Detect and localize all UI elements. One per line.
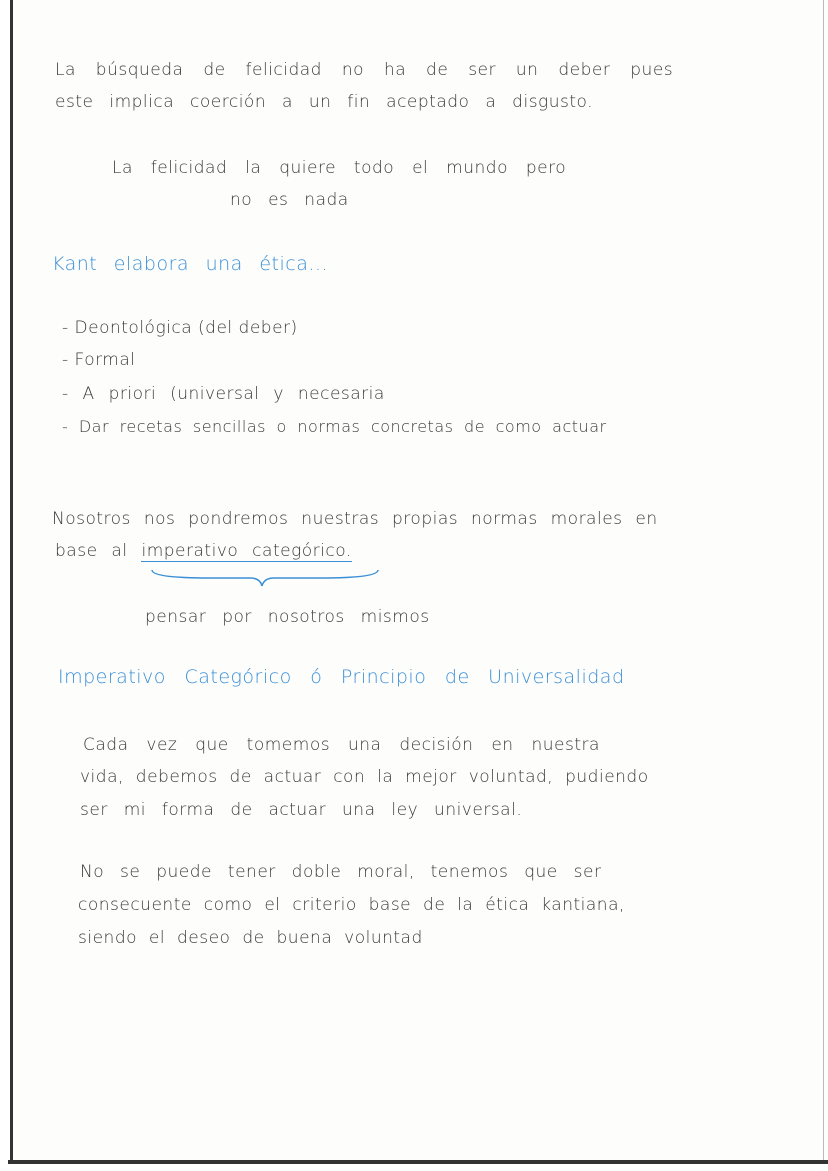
list-item: - Formal [62, 350, 136, 370]
nosotros-line: Nosotros nos pondremos nuestras propias normas morales en [52, 509, 658, 529]
nosotros-prefix: base al [55, 541, 128, 561]
intro-line: La felicidad la quiere todo el mundo pero [112, 158, 567, 178]
paragraph-line: ser mi forma de actuar una ley universal. [80, 800, 523, 820]
intro-line: este implica coerción a un fin aceptado a disgusto. [55, 92, 594, 112]
note: pensar por nosotros mismos [145, 607, 430, 627]
page-edge [8, 1160, 828, 1164]
list-item: - Deontológica (del deber) [62, 318, 298, 338]
paragraph-line: Cada vez que tomemos una decisión en nuestra [83, 735, 600, 755]
paragraph-line: siendo el deseo de buena voluntad [78, 928, 423, 948]
kant-heading: Kant elabora una ética... [52, 253, 328, 275]
paragraph-line: consecuente como el criterio base de la ética kantiana, [78, 895, 625, 915]
imperativo-heading: Imperativo Categórico ó Principio de Universalidad [58, 666, 625, 688]
paragraph-line: vida, debemos de actuar con la mejor voluntad, pudiendo [80, 767, 649, 787]
paragraph-line: No se puede tener doble moral, tenemos que ser [80, 862, 602, 882]
list-item: - A priori (universal y necesaria [62, 384, 385, 404]
nosotros-line [55, 541, 352, 561]
intro-line: La búsqueda de felicidad no ha de ser un deber pues [55, 60, 674, 80]
intro-line: no es nada [230, 190, 349, 210]
list-item: - Dar recetas sencillas o normas concretas de como actuar [62, 417, 607, 436]
underlined-term: imperativo categórico. [141, 541, 352, 561]
brace-mark [150, 568, 380, 588]
